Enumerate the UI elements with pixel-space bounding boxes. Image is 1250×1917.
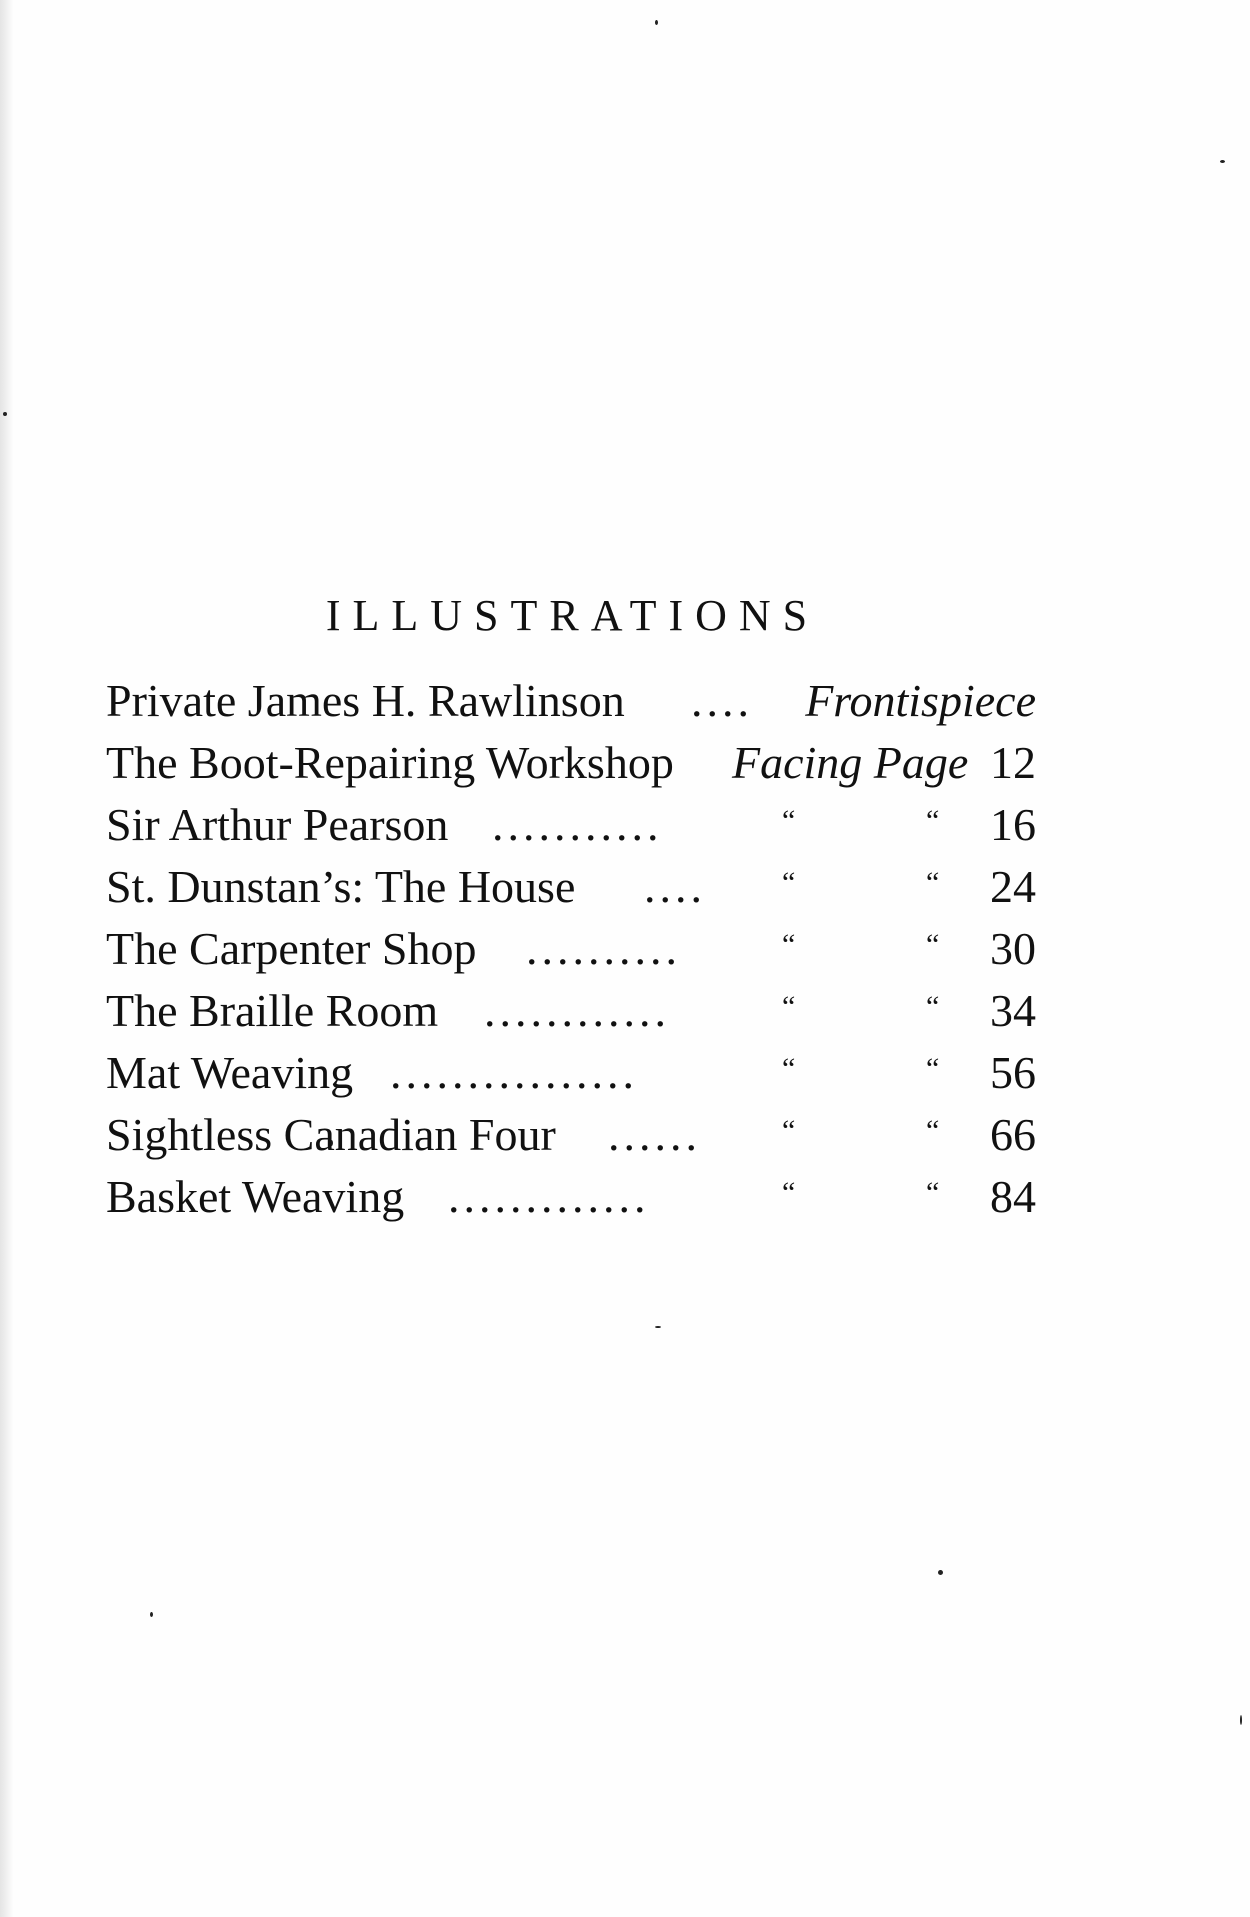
entry-title: The Boot-Repairing Workshop [106,737,674,788]
page-number: 56 [990,1047,1036,1098]
list-item [106,1104,1106,1166]
ditto-mark: “ [926,1114,940,1147]
print-speck [938,1570,943,1575]
list-item [106,918,1106,980]
page-number: 66 [990,1109,1036,1160]
list-item [106,732,1106,794]
entry-title: Sightless Canadian Four [106,1109,556,1160]
dot-leader: ...... [608,1109,701,1160]
page-number: 16 [990,799,1036,850]
list-item [106,856,1106,918]
print-speck [150,1612,153,1617]
ditto-mark: “ [782,1052,796,1085]
ditto-mark: “ [782,928,796,961]
list-item [106,1042,1106,1104]
entry-title: Basket Weaving [106,1171,405,1222]
dot-leader: ............. [448,1171,650,1222]
entry-title: The Braille Room [106,985,439,1036]
dot-leader: .......... [526,923,681,974]
entry-title: The Carpenter Shop [106,923,477,974]
list-item [106,670,1106,732]
ditto-mark: “ [782,1114,796,1147]
dot-leader: .... [644,861,706,912]
page-number: 34 [990,985,1036,1036]
ditto-mark: “ [782,804,796,837]
print-speck [3,412,7,416]
ditto-mark: “ [782,990,796,1023]
ditto-mark: “ [926,990,940,1023]
entry-label: Frontispiece [805,675,1036,726]
list-item [106,980,1106,1042]
entry-title: Private James H. Rawlinson [106,675,625,726]
ditto-mark: “ [782,866,796,899]
scan-edge-shadow [0,0,14,1917]
print-speck [655,20,658,25]
entry-title: Mat Weaving [106,1047,354,1098]
ditto-mark: “ [782,1176,796,1209]
entry-title: St. Dunstan’s: The House [106,861,576,912]
ditto-mark: “ [926,804,940,837]
dot-leader: ................ [390,1047,638,1098]
entry-label: Facing Page [732,737,969,788]
dot-leader: .... [691,675,753,726]
print-speck [655,1326,661,1328]
entry-title: Sir Arthur Pearson [106,799,449,850]
illustrations-list [106,670,1106,1228]
ditto-mark: “ [926,866,940,899]
list-item [106,1166,1106,1228]
print-speck [1220,160,1225,163]
ditto-mark: “ [926,1052,940,1085]
page-number: 24 [990,861,1036,912]
ditto-mark: “ [926,928,940,961]
page-number: 30 [990,923,1036,974]
ditto-mark: “ [926,1176,940,1209]
page-number: 12 [990,737,1036,788]
dot-leader: ........... [492,799,663,850]
print-speck [1240,1715,1242,1725]
page-number: 84 [990,1171,1036,1222]
list-item [106,794,1106,856]
illustrations-heading: ILLUSTRATIONS [325,591,820,640]
dot-leader: ............ [484,985,670,1036]
